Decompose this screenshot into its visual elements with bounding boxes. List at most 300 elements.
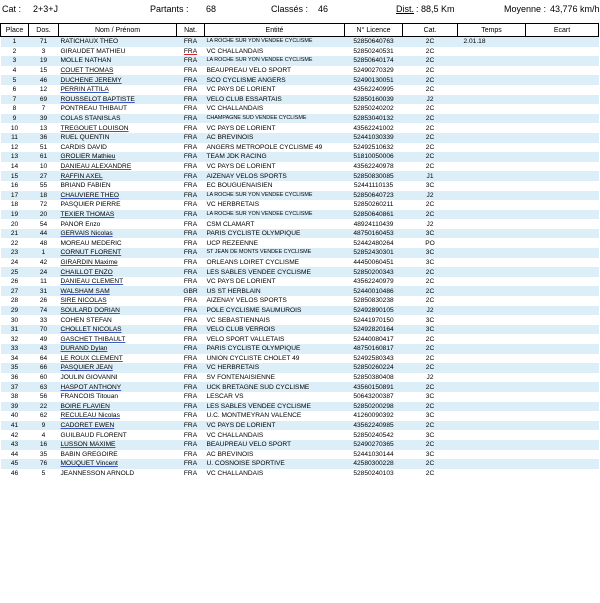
table-row [1,219,599,229]
team-cell: SCO CYCLISME ANGERS [205,75,345,85]
licence-cell: 41260090392 [353,412,394,420]
table-row [1,402,599,412]
place-cell: 13 [1,152,29,162]
time-cell [458,123,526,133]
licence-cell: 43562240985 [345,421,403,431]
licence-cell: 48750160817 [345,344,403,354]
dossard-cell: 76 [29,459,59,469]
time-cell [458,392,526,402]
classes-value: 46 [318,4,329,14]
distance-label: Dist. [396,4,414,14]
rider-name-cell: PERRIN ATTILA [60,86,109,94]
rider-name-cell: COHEN STEFAN [60,316,112,324]
place-cell: 6 [12,86,17,94]
dossard-cell: 35 [39,450,48,458]
nationality-cell: FRA [183,335,198,343]
nationality-cell: FRA [183,316,198,324]
rider-name-cell: BRIAND FABIEN [60,182,111,190]
category-cell: J1 [403,171,458,181]
time-cell [458,411,526,421]
nationality-cell: FRA [183,201,198,209]
team-cell: U. COSNOISE SPORTIVE [205,459,345,469]
place-cell: 28 [10,297,19,305]
category-cell: 2C [425,163,435,171]
dossard-cell: 16 [29,440,59,450]
time-cell [458,181,526,191]
place-cell: 20 [10,220,19,228]
time-cell [458,171,526,181]
rider-name-cell: TREGOUET LOUISON [60,124,129,132]
place-cell: 18 [10,201,19,209]
team-cell: VC CHALLANDAIS [206,105,264,113]
category-cell: 2C [403,344,458,354]
team-cell: LA ROCHE SUR YON VENDEE CYCLISME [205,191,345,201]
rider-name-cell: DANIEAU CLEMENT [60,278,124,286]
gap-cell [526,430,599,440]
licence-cell: 43562241002 [353,124,394,132]
licence-cell: 42580300228 [345,459,403,469]
licence-cell: 52850640763 [345,37,403,47]
gap-cell [526,325,599,335]
time-cell [458,258,526,268]
team-cell: VELO CLUB ESSARTAIS [205,95,345,105]
category-cell: 2C [403,459,458,469]
licence-cell: 52850240202 [353,105,394,113]
dossard-cell: 74 [29,306,59,316]
moyenne-value: 43,776 km/h [550,4,600,14]
table-row [1,459,599,469]
nationality-cell: FRA [183,354,198,362]
nationality-cell: FRA [177,267,205,277]
time-cell [458,296,526,306]
licence-cell: 52440080417 [353,335,394,343]
team-cell: UCP REZEENNE [206,239,259,247]
table-row [1,373,599,383]
team-cell: ST JEAN DE MONTS VENDEE CYCLISME [205,248,345,258]
licence-cell: 52850160039 [345,95,403,105]
gap-cell [526,258,599,268]
dossard-cell: 33 [39,316,48,324]
rider-name-cell: LE ROUX CLEMENT [60,354,123,362]
rider-name-cell: FRANCOIS Titouan [60,393,119,401]
category-cell: 2C [425,354,435,362]
category-cell: 3C [425,316,435,324]
gap-cell [526,238,599,248]
table-row [1,382,599,392]
nationality-cell: FRA [177,56,205,66]
licence-cell: 44450060451 [353,258,394,266]
category-cell: 2C [425,297,435,305]
category-cell: 2C [425,335,435,343]
rider-name-cell: SIRE NICOLAS [60,297,107,305]
classes-label: Classés : [271,4,309,14]
table-row [1,95,599,105]
col-header-nat: Nat. [177,24,205,37]
place-cell: 10 [10,124,19,132]
team-cell: AC BREVINOIS [205,133,345,143]
gap-cell [526,95,599,105]
team-cell: BEAUPREAU VELO SPORT [205,440,345,450]
col-header-place: Place [1,24,29,37]
nationality-cell: FRA [177,95,205,105]
category-cell: 3C [425,393,435,401]
table-row [1,104,599,114]
rider-name-cell: CHOLLET NICOLAS [59,325,177,335]
licence-cell: 52850240531 [353,47,394,55]
rider-name-cell: MOUQUET Vincent [59,459,177,469]
licence-cell: 52441030339 [345,133,403,143]
results-body [1,37,599,479]
gap-cell [526,114,599,124]
licence-cell: 52850830238 [353,297,394,305]
nationality-cell: FRA [183,220,198,228]
team-cell: POLE CYCLISME SAUMUROIS [205,306,345,316]
moyenne-label: Moyenne : [504,4,547,14]
licence-cell: 52441030144 [353,450,394,458]
rider-name-cell: RECULEAU Nicolas [60,412,120,420]
rider-name-cell: BOIRE FLAVIEN [59,402,177,412]
nationality-cell: FRA [183,470,198,478]
rider-name-cell: MOLLE NATHAN [59,56,177,66]
category-cell: 2C [403,210,458,220]
category-cell: 2C [425,278,435,286]
col-header-dos: Dos. [29,24,59,37]
time-cell [458,47,526,57]
time-cell [458,430,526,440]
gap-cell [526,306,599,316]
rider-name-cell: PANOR Enzo [60,220,101,228]
table-row [1,392,599,402]
time-cell [458,200,526,210]
category-cell: 3C [425,412,435,420]
place-cell: 31 [1,325,29,335]
team-cell: LES SABLES VENDEE CYCLISME [205,402,345,412]
dossard-cell: 63 [29,382,59,392]
dossard-cell: 24 [29,267,59,277]
category-cell: 2C [425,124,435,132]
place-cell: 34 [10,354,19,362]
dossard-cell: 49 [39,335,48,343]
nationality-cell: FRA [183,450,198,458]
time-cell [458,344,526,354]
place-cell: 42 [10,431,19,439]
gap-cell [526,344,599,354]
nationality-cell: FRA [183,86,198,94]
dossard-cell: 13 [39,124,48,132]
table-row [1,450,599,460]
time-cell [458,469,526,479]
category-cell: 2C [425,47,435,55]
dossard-cell: 22 [29,402,59,412]
rider-name-cell: LUSSON MAXIME [59,440,177,450]
gap-cell [526,392,599,402]
table-row [1,114,599,124]
gap-cell [526,440,599,450]
table-row [1,296,599,306]
licence-cell: 48750160453 [345,229,403,239]
rider-name-cell: WALSHAM SAM [59,286,177,296]
licence-cell: 43562240978 [353,163,394,171]
table-row [1,133,599,143]
nationality-cell: FRA [183,47,198,55]
nationality-cell: FRA [177,382,205,392]
dossard-cell: 51 [39,143,48,151]
licence-cell: 52853040132 [345,114,403,124]
category-cell: 2C [403,133,458,143]
time-cell [458,152,526,162]
category-cell: 3C [425,450,435,458]
cat-label: Cat : [2,4,22,14]
rider-name-cell: PASQUIER PIERRE [60,201,121,209]
time-cell [458,277,526,287]
nationality-cell: FRA [177,191,205,201]
dossard-cell: 44 [29,229,59,239]
time-cell [458,325,526,335]
nationality-cell: FRA [177,344,205,354]
partants-value: 68 [206,4,217,14]
nationality-cell: GBR [177,286,205,296]
dossard-cell: 31 [29,286,59,296]
dossard-cell: 20 [29,210,59,220]
nationality-cell: FRA [183,258,198,266]
dossard-cell: 18 [29,191,59,201]
gap-cell [526,229,599,239]
table-row [1,267,599,277]
rider-name-cell: CHAUVIERE THEO [59,191,177,201]
licence-cell: 52490130051 [345,75,403,85]
table-row [1,430,599,440]
nationality-cell: FRA [183,412,198,420]
table-row [1,171,599,181]
nationality-cell: FRA [183,297,198,305]
place-cell: 1 [1,37,29,47]
time-cell [458,133,526,143]
gap-cell [526,47,599,57]
table-row [1,210,599,220]
place-cell: 5 [1,75,29,85]
category-cell: 2C [403,267,458,277]
licence-cell: 52492890105 [345,306,403,316]
team-cell: VELO SPORT VALLETAIS [206,335,285,343]
place-cell: 45 [1,459,29,469]
licence-cell: 43560150891 [345,382,403,392]
table-row [1,258,599,268]
team-cell: VC PAYS DE LORIENT [205,421,345,431]
nationality-cell: FRA [183,239,198,247]
table-row [1,200,599,210]
gap-cell [526,411,599,421]
licence-cell: 43562240995 [353,86,394,94]
gap-cell [526,66,599,76]
licence-cell: 51810050006 [345,152,403,162]
licence-cell: 52850260211 [353,201,394,209]
dossard-cell: 11 [40,278,47,286]
time-cell [458,363,526,373]
col-header-temps: Temps [458,24,526,37]
team-cell: CHAMPAGNE SUD VENDEE CYCLISME [205,114,345,124]
category-cell: 3C [425,431,435,439]
place-cell: 29 [1,306,29,316]
place-cell: 21 [1,229,29,239]
place-cell: 25 [1,267,29,277]
time-cell [458,306,526,316]
category-cell: 2C [403,56,458,66]
gap-cell [526,459,599,469]
table-row [1,181,599,191]
category-cell: J2 [403,306,458,316]
gap-cell [526,354,599,364]
category-cell: 2C [425,67,435,75]
dossard-cell: 64 [39,354,48,362]
table-row [1,315,599,325]
nationality-cell: FRA [183,105,198,113]
gap-cell [526,248,599,258]
rider-name-cell: JOULIN GIOVANNI [60,374,118,382]
place-cell: 30 [10,316,19,324]
nationality-cell: FRA [177,363,205,373]
place-cell: 27 [1,286,29,296]
col-header-nom: Nom / Prénom [59,24,177,37]
nationality-cell: FRA [177,306,205,316]
table-row [1,143,599,153]
table-row [1,56,599,66]
place-cell: 39 [1,402,29,412]
place-cell: 40 [10,412,19,420]
place-cell: 36 [10,374,19,382]
time-cell [458,354,526,364]
dossard-cell: 26 [39,297,48,305]
team-cell: LA ROCHE SUR YON VENDEE CYCLISME [205,37,345,47]
licence-cell: 52441970150 [353,316,394,324]
table-row [1,238,599,248]
nationality-cell: FRA [177,152,205,162]
place-cell: 4 [12,67,17,75]
team-cell: U.C. MONTMEYRAN VALENCE [206,412,302,420]
table-row [1,37,599,47]
gap-cell [526,123,599,133]
rider-name-cell: RAFFIN AXEL [59,171,177,181]
nationality-cell: FRA [183,182,198,190]
table-row [1,75,599,85]
category-cell: 2C [425,143,435,151]
dossard-cell: 69 [29,95,59,105]
team-cell: ORLEANS LOIRET CYCLISME [206,258,300,266]
licence-cell: 52490270365 [345,440,403,450]
time-cell [458,286,526,296]
table-header-row [1,24,599,37]
licence-cell: 52441110135 [353,182,394,190]
time-cell [458,334,526,344]
licence-cell: 52492820164 [345,325,403,335]
table-row [1,306,599,316]
nationality-cell: FRA [183,374,198,382]
table-row [1,411,599,421]
time-cell [458,450,526,460]
licence-cell: 52852430301 [345,248,403,258]
place-cell: 35 [1,363,29,373]
licence-cell: 52850200298 [345,402,403,412]
rider-name-cell: RATICHAUX THEO [59,37,177,47]
table-row [1,162,599,172]
time-cell [458,238,526,248]
place-cell: 16 [10,182,19,190]
dossard-cell: 36 [29,133,59,143]
nationality-cell: FRA [183,67,198,75]
time-cell [458,382,526,392]
dossard-cell: 39 [29,114,59,124]
table-row [1,229,599,239]
dossard-cell: 12 [39,86,48,94]
gap-cell [526,133,599,143]
time-cell [458,373,526,383]
team-cell: EC BOUGUENAISIEN [206,182,273,190]
table-row [1,440,599,450]
rider-name-cell: ROUSSELOT BAPTISTE [59,95,177,105]
category-cell: PO [425,239,435,247]
team-cell: VC HERBRETAIS [205,363,345,373]
category-cell: J2 [426,374,434,382]
col-header-licence: N° Licence [345,24,403,37]
dossard-cell: 62 [39,412,48,420]
dossard-cell: 60 [39,374,48,382]
table-row [1,66,599,76]
gap-cell [526,219,599,229]
dossard-cell: 1 [29,248,59,258]
place-cell: 24 [10,258,19,266]
time-cell [458,66,526,76]
team-cell: VC CHALLANDAIS [206,470,264,478]
dossard-cell: 66 [29,363,59,373]
dossard-cell: 54 [39,220,48,228]
dossard-cell: 7 [41,105,46,113]
dossard-cell: 43 [29,344,59,354]
gap-cell [526,191,599,201]
table-row [1,325,599,335]
licence-cell: 50643200387 [353,393,394,401]
dossard-cell: 3 [41,47,46,55]
nationality-cell: FRA [177,459,205,469]
team-cell: VELO CLUB VERROIS [205,325,345,335]
gap-cell [526,267,599,277]
licence-cell: 52492510632 [353,143,394,151]
time-cell [458,162,526,172]
place-cell: 33 [1,344,29,354]
nationality-cell: FRA [177,133,205,143]
time-cell [458,315,526,325]
licence-cell: 52490270329 [353,67,394,75]
team-cell: CSM CLAMART [206,220,255,228]
table-row [1,152,599,162]
category-cell: 2C [403,152,458,162]
rider-name-cell: COUET THOMAS [60,67,114,75]
dossard-cell: 71 [29,37,59,47]
cat-value: 2+3+J [33,4,59,14]
time-cell [458,85,526,95]
licence-cell: 48924110439 [353,220,394,228]
table-row [1,363,599,373]
dossard-cell: 61 [29,152,59,162]
nationality-cell: FRA [177,37,205,47]
category-cell: 3C [425,182,435,190]
rider-name-cell: CARDIS DAVID [60,143,107,151]
gap-cell [526,181,599,191]
category-cell: 2C [403,402,458,412]
table-row [1,85,599,95]
category-cell: 3C [403,229,458,239]
licence-cell: 52850640723 [345,191,403,201]
time-cell [458,143,526,153]
nationality-cell: FRA [183,124,198,132]
